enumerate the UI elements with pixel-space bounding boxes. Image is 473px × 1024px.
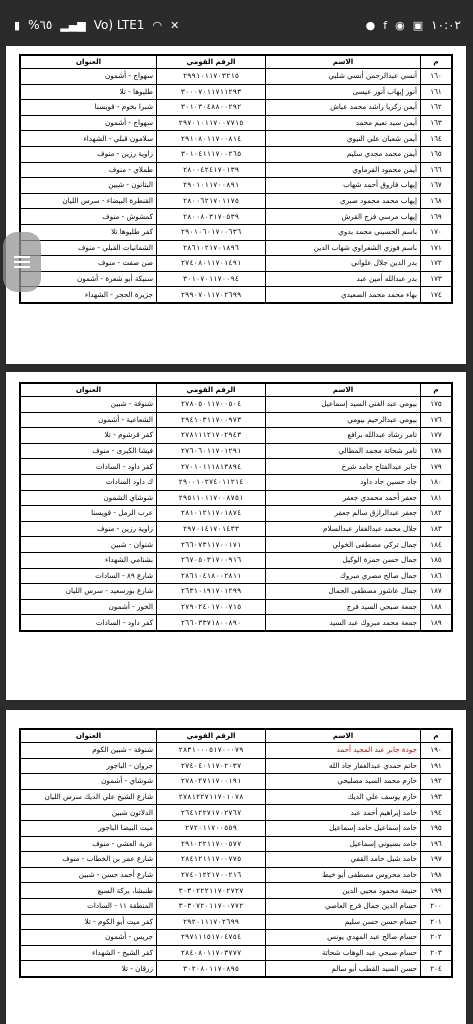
national-id: ٢٩١٠٢٢١١٧٠٠٥٧٧ [157,836,266,852]
table-row [21,256,452,272]
row-number: ١٨٩ [421,615,452,631]
address: القنطرة البيضاء - سرس الليان [21,193,157,209]
national-id: ٢٩٠١٠١١٧٠٠٨٩١ [157,178,266,194]
person-name: جمال تركي مصطفى الخولي [266,537,421,553]
national-id: ٢٨١٠١٢١١٧٠١٨٧٤ [157,506,266,522]
address: الشمانيات القبلي - منوف [21,240,157,256]
national-id: ٢٧٦٠٦٠١١٧٠١٢٩١ [157,443,266,459]
row-number: ١٨٧ [421,584,452,600]
national-id: ٢٧٨١٢٢٧١١٧٠١٠٧٨ [157,789,266,805]
row-number: ١٦٣ [421,115,452,131]
row-number: ١٦٢ [421,100,452,116]
address: جزيرة الحجر - الشهداء [21,287,157,303]
address: كفر ميت أبو الكوم - تلا [21,914,157,930]
battery-icon: ▮ [14,18,21,32]
person-name: أيمن شعبان علي النبوي [266,131,421,147]
address: شنوفة - شبين [21,397,157,413]
row-number: ١٩٧ [421,852,452,868]
national-id: ٢٧٢٠١١٧٠٠٥٥٩ [157,820,266,836]
national-id: ٢٦٤١٢٢٧١٧٠٢٧٦٧ [157,805,266,821]
address: ميت البيضا الباجور [21,820,157,836]
address: جريس - أشمون [21,930,157,946]
status-bar [0,0,473,46]
person-name: أيمن محمد مجدي سليم [266,146,421,162]
header-name: الاسم [266,730,421,743]
national-id: ٢٩٧٠١٤١٧٠١٤٣٣ [157,521,266,537]
national-id: ٢٨٠٠٦٢١٧٠١١٧٥ [157,193,266,209]
person-name: بدر الدين جلال علواني [266,256,421,272]
header-num: م [421,730,452,743]
handle-line-icon [14,266,30,268]
row-number: ١٧٧ [421,428,452,444]
table-row [21,568,452,584]
address: طملاي - منوف [21,162,157,178]
table-header-row [21,384,452,397]
national-id: ٢٩٩٠٧٠١١٧٠٢٦٩٩ [157,287,266,303]
table-row [21,397,452,413]
national-id: ٢٧٤٠٤٠١١٧٠٢٠٣٧ [157,758,266,774]
header-nid: الرقم القومي [157,384,266,397]
mute-icon: ✕ [170,18,180,32]
table-row [21,131,452,147]
table-row [21,930,452,946]
national-id: ٢٩١٠٨٠١١٧٠٠٨١٤ [157,131,266,147]
person-name: أنسي عبدالرحمن أنسي شلبي [266,69,421,85]
person-name: جعفر أحمد محمدي جعفر [266,490,421,506]
table-row [21,521,452,537]
gallery-icon: ▣ [412,18,424,32]
national-id: ٢٩٧١١١٥١٧٠٤٧٥٤ [157,930,266,946]
row-number: ١٩٢ [421,774,452,790]
address: كفر داود - السادات [21,615,157,631]
row-number: ١٩٨ [421,867,452,883]
soccer-icon: ◉ [395,18,405,32]
person-name: حامد محروس مصطفى أبو خيط [266,867,421,883]
table-row [21,537,452,553]
row-number: ١٦٠ [421,69,452,85]
row-number: ١٧٩ [421,459,452,475]
row-number: ١٦٩ [421,209,452,225]
table-row [21,100,452,116]
person-name: بهاء محمد محمد الصعيدي [266,287,421,303]
national-id: ٢٩٩١٠١١٧٠٣٢١٥ [157,69,266,85]
row-number: ١٨٨ [421,599,452,615]
person-name: حامد إسماعيل حامد إسماعيل [266,820,421,836]
address: عرب الرمل - قويسنا [21,506,157,522]
person-name: حسام صبحي عبد الوهاب شحاتة [266,945,421,961]
address: زرقان - تلا [21,961,157,977]
address: الشعاعية - أشمون [21,412,157,428]
national-id: ٣٠٣٠٢٢٢١١٧٠٢٧٢٧ [157,883,266,899]
header-nid: الرقم القومي [157,56,266,69]
national-id: ٢٩٤١٠٣١١٧٠٠٩٧٣ [157,412,266,428]
table-row [21,240,452,256]
row-number: ١٧١ [421,240,452,256]
table-row [21,836,452,852]
national-id: ٢٧٩٠٢٤٠١٧٠٠٧١٥ [157,599,266,615]
row-number: ١٨١ [421,490,452,506]
national-id: ٢٨٤٠٨٠١١٧٠٣٧٧٧ [157,945,266,961]
table-row [21,162,452,178]
table-row [21,820,452,836]
national-id: ٣٠٣٠٧٢٠١١٧٠٠٧٧٢ [157,898,266,914]
status-left [14,18,179,32]
person-name: حازم يوسف علي الديك [266,789,421,805]
person-name: باسم الحسيني محمد بدوي [266,224,421,240]
person-name: جودة جابر عبد المجيد أحمد [266,743,421,759]
table-row [21,474,452,490]
row-number: ١٩٩ [421,883,452,899]
row-number: ١٦١ [421,84,452,100]
person-name: حسن السيد القطب أبو سالم [266,961,421,977]
national-id: ٢٨٠٠٤٢٤١٧٠١٣٩ [157,162,266,178]
person-name: جمال صالح مصري مبروك [266,568,421,584]
table-row [21,287,452,303]
address: عزبة العشي - منوف [21,836,157,852]
person-name: حازم محمد السيد مصليحي [266,774,421,790]
person-name: حامد بسيوني إسماعيل [266,836,421,852]
row-number: ٢٠٠ [421,898,452,914]
national-id: ٢٦٦٠٧٣١١٧٠٠١٧١ [157,537,266,553]
person-name: إيهاب محمد محمود صبري [266,193,421,209]
address: شوشاي الشمون [21,490,157,506]
national-id: ٢٧٤٠٨٠١١٧٠١٤٩١ [157,256,266,272]
person-name: جابر عبدالفتاح حامد شرخ [266,459,421,475]
national-id: ٢٦٧٠٥٠٣١٧٠٠٩١٦ [157,552,266,568]
address: طليوها - تلا [21,84,157,100]
person-name: جمال عاشور مصطفى الجمال [266,584,421,600]
person-name: جلال محمد عبدالغفار عبدالسلام [266,521,421,537]
document-page-2 [6,372,466,700]
document-page-3 [6,710,466,1024]
table-row [21,789,452,805]
row-number: ١٧٦ [421,412,452,428]
table-row [21,490,452,506]
address: كفر قرشوم - تلا [21,428,157,444]
row-number: ١٦٤ [421,131,452,147]
address: شنوفة - شبين الكوم [21,743,157,759]
table-frame [19,382,453,632]
address: سهواج - أشمون [21,115,157,131]
person-name: حسام الدين جمال فرج العاصي [266,898,421,914]
clock: ١٠:٠٢ [431,18,461,32]
address: جروان - الباجور [21,758,157,774]
person-name: تامر شحاتة محمد المطالي [266,443,421,459]
person-name: باسم فوزي الشعراوي شهاب الدين [266,240,421,256]
person-name: جمعة محمد مبروك عبد السيد [266,615,421,631]
table-row [21,852,452,868]
header-name: الاسم [266,56,421,69]
address: ك داود السادات [21,474,157,490]
side-panel-handle[interactable] [3,232,41,292]
row-number: ١٦٦ [421,162,452,178]
national-id: ٢٨٦١٠٢١٧٠١٨٩٦ [157,240,266,256]
national-id: ٢٧٨٠٢٧١١٧٠٠١٩١ [157,774,266,790]
facebook-icon: f [383,18,388,32]
person-name: أيمن سيد نعيم محمد [266,115,421,131]
national-id: ٢٩٠٠١٠٢٧٤٠١١٢١٤ [157,474,266,490]
table-row [21,552,452,568]
table-header-row [21,56,452,69]
person-name: بيومي عبدالرحيم بيومي [266,412,421,428]
table-row [21,743,452,759]
row-number: ٢٠٤ [421,961,452,977]
names-table [20,729,452,977]
national-id: ٣٠١٠٣٠٤٨٨٠٠٢٩٢ [157,100,266,116]
national-id: ٢٨٠٠٨٠٣١٧٠٥٣٩ [157,209,266,225]
row-number: ١٩٤ [421,805,452,821]
header-addr: العنوان [21,730,157,743]
person-name: حامد شبل حامد القفي [266,852,421,868]
address: شارع بورسعيد - سرس الليان [21,584,157,600]
address: شبرا بخوم - قويسنا [21,100,157,116]
person-name: أيمن زكريا راشد محمد عياش [266,100,421,116]
address: المنطقة ١١ - السادات [21,898,157,914]
table-row [21,224,452,240]
table-row [21,615,452,631]
dot-icon: ● [365,18,376,32]
row-number: ١٨٠ [421,474,452,490]
person-name: حامد إبراهيم أحمد عبد [266,805,421,821]
row-number: ١٩٥ [421,820,452,836]
header-addr: العنوان [21,384,157,397]
row-number: ٢٠١ [421,914,452,930]
national-id: ٢٩٠١٠٦٠١٧٠٠٦٣٦ [157,224,266,240]
table-row [21,758,452,774]
network-label: Vo) LTE1 [93,18,145,32]
row-number: ١٦٧ [421,178,452,194]
table-header-row [21,730,452,743]
document-page-1 [6,46,466,364]
person-name: إيهاب مرسي فرج القرش [266,209,421,225]
row-number: ١٧٢ [421,256,452,272]
table-row [21,599,452,615]
person-name: أنور إيهاب أنور عيسى [266,84,421,100]
address: شارع الشيخ علي الديك سرس الليان [21,789,157,805]
national-id: ٢٨٤١٢١١١٧٠٠٧٧٥ [157,852,266,868]
national-id: ٢٩٢٠١١١٧٠٢٦٩٩ [157,914,266,930]
row-number: ١٧٠ [421,224,452,240]
table-row [21,84,452,100]
national-id: ٢٦٣١٠١٩١٧٠١٢٩٩ [157,584,266,600]
person-name: إيهاب فاروق أحمد شهاب [266,178,421,194]
row-number: ١٩٠ [421,743,452,759]
row-number: ١٩٦ [421,836,452,852]
table-row [21,506,452,522]
person-name: جمال حسن حمزة الوكيل [266,552,421,568]
table-frame [19,728,453,978]
table-frame [19,54,453,304]
row-number: ١٨٦ [421,568,452,584]
address: بشتامي الشهداء [21,552,157,568]
names-table [20,55,452,303]
header-addr: العنوان [21,56,157,69]
header-name: الاسم [266,384,421,397]
table-row [21,805,452,821]
table-row [21,774,452,790]
row-number: ١٧٥ [421,397,452,413]
national-id: ٢٧٤٠١٢٢١٧٠٠٢١٦ [157,867,266,883]
address: سلامون قبلي - الشهداء [21,131,157,147]
address: زاوية رزين - منوف [21,521,157,537]
table-row [21,209,452,225]
table-row [21,945,452,961]
person-name: حنيفة محمود محيي الدين [266,883,421,899]
address: طنبشا، بركة السبع [21,883,157,899]
table-row [21,146,452,162]
status-right [366,18,461,32]
national-id: ٢٦٦٠٣٣٧١٨٠٠٨٩٠ [157,615,266,631]
address: البتانون - شبين [21,178,157,194]
row-number: ١٩٣ [421,789,452,805]
national-id: ٢٨٣١٠٠٠٥١٧٠٠٠٧٩ [157,743,266,759]
table-row [21,193,452,209]
person-name: بدر عبدالله أمين عبد [266,271,421,287]
address: شارع ٨٩ - السادات [21,568,157,584]
address: شنوان - شبين [21,537,157,553]
national-id: ٣٠١٠٧٠١١٧٠٠٩٤ [157,271,266,287]
table-row [21,867,452,883]
table-row [21,459,452,475]
header-nid: الرقم القومي [157,730,266,743]
row-number: ١٨٣ [421,521,452,537]
address: شوشاي - أشمون [21,774,157,790]
national-id: ٢٩٥١١٠١١٧٠٠٨٧٥١ [157,490,266,506]
table-row [21,443,452,459]
table-row [21,961,452,977]
national-id: ٢٧٠١٠١١١٨١٣٨٩٤ [157,459,266,475]
table-row [21,584,452,600]
national-id: ٣٠٠٠٧٠١١٧١١٢٩٣ [157,84,266,100]
table-row [21,412,452,428]
table-row [21,914,452,930]
header-num: م [421,56,452,69]
address: الدلاتون شبين [21,805,157,821]
row-number: ١٨٥ [421,552,452,568]
person-name: أيمن محمود الفرماوي [266,162,421,178]
person-name: حسام صالح عبد المهدي يونس [266,930,421,946]
national-id: ٢٩٧٠١٠١١٧٠٠٧٧١٥ [157,115,266,131]
signal-icon: ▂▄▆ [60,18,86,32]
address: كفر الشيخ - الشهداء [21,945,157,961]
address: شارع أحمد حسن - شبين [21,867,157,883]
address: سهواج - أشمون [21,69,157,85]
address: كفر طليوها تلا [21,224,157,240]
row-number: ١٦٥ [421,146,452,162]
names-table [20,383,452,631]
table-row [21,271,452,287]
person-name: جاد حسين جاد داود [266,474,421,490]
row-number: ١٧٤ [421,287,452,303]
person-name: جمعة صبحي السيد فرج [266,599,421,615]
table-row [21,883,452,899]
table-row [21,898,452,914]
address: فيشا الكبرى - منوف [21,443,157,459]
person-name: حسام حسن حسن سليم [266,914,421,930]
row-number: ١٨٤ [421,537,452,553]
address: كمشوش - منوف [21,209,157,225]
row-number: ١٩١ [421,758,452,774]
row-number: ١٦٨ [421,193,452,209]
table-row [21,115,452,131]
national-id: ٣٠١٠٤١١١٧٠٠٢٦٥ [157,146,266,162]
row-number: ٢٠٣ [421,945,452,961]
row-number: ١٨٢ [421,506,452,522]
national-id: ٢٧٨٠٥٠١١٧٠٠٥٠٤ [157,397,266,413]
table-row [21,428,452,444]
national-id: ٣٠٢٠٨٠١١٧٠٨٩٥ [157,961,266,977]
row-number: ٢٠٢ [421,930,452,946]
person-name: تامر رشاد عبدالله برافع [266,428,421,444]
handle-line-icon [14,256,30,258]
address: صن صفت - منوف [21,256,157,272]
person-name: بيومي عبد الغني السيد إسماعيل [266,397,421,413]
wifi-icon: ◠ [152,18,163,32]
address: شارع عمر بن الخطاب - منوف [21,852,157,868]
row-number: ١٧٨ [421,443,452,459]
address: كفر داود - السادات [21,459,157,475]
address: الخور - أشمون [21,599,157,615]
person-name: حاتم حمدي عبدالغفار جاد الله [266,758,421,774]
table-row [21,178,452,194]
row-number: ١٧٣ [421,271,452,287]
handle-line-icon [14,261,30,263]
battery-percent: %٦٥ [28,18,53,32]
table-row [21,69,452,85]
person-name: جعفر عبدالرازق سالم جعفر [266,506,421,522]
national-id: ٢٨٦١٠٤١٨٠٠٢٨١١ [157,568,266,584]
header-num: م [421,384,452,397]
national-id: ٢٧٨١١١٢١٧٠٢٩٤٣ [157,428,266,444]
address: سنيكة أبو شعرة - أشمون [21,271,157,287]
address: زاوية رزين - منوف [21,146,157,162]
